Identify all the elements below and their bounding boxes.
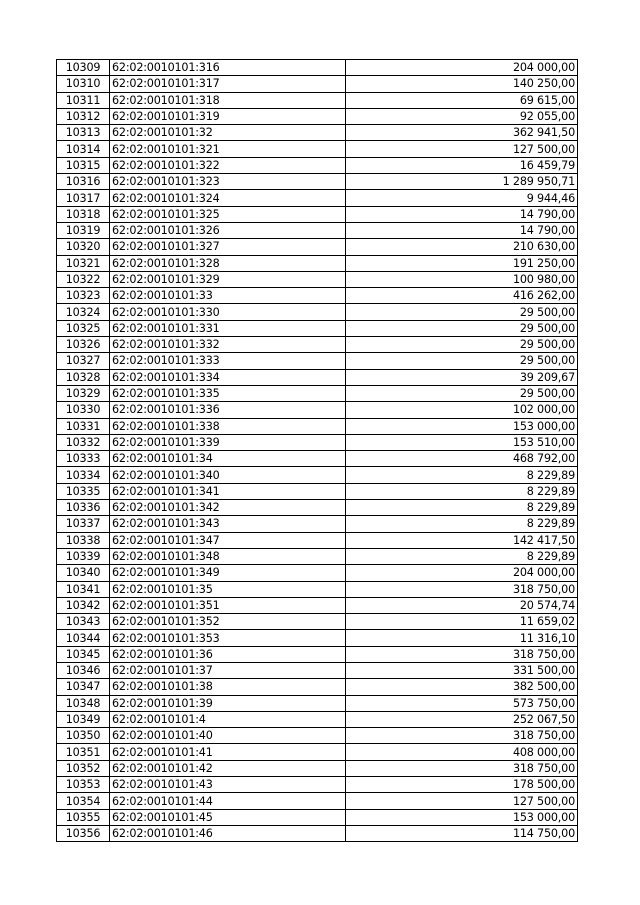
row-number-cell: 10348	[57, 695, 110, 711]
table-row	[57, 614, 578, 630]
table-row	[57, 190, 578, 206]
table-row	[57, 206, 578, 222]
cadastral-value-cell: 318 750,00	[346, 728, 578, 744]
cadastral-number-cell: 62:02:0010101:44	[110, 793, 346, 809]
row-number-cell: 10328	[57, 369, 110, 385]
row-number-cell: 10321	[57, 255, 110, 271]
row-number-cell: 10332	[57, 434, 110, 450]
cadastral-value-cell: 29 500,00	[346, 337, 578, 353]
cadastral-value-cell: 29 500,00	[346, 385, 578, 401]
row-number-cell: 10323	[57, 288, 110, 304]
cadastral-value-cell: 1 289 950,71	[346, 174, 578, 190]
cadastral-number-cell: 62:02:0010101:342	[110, 500, 346, 516]
row-number-cell: 10339	[57, 548, 110, 564]
table-row	[57, 500, 578, 516]
cadastral-number-cell: 62:02:0010101:336	[110, 402, 346, 418]
table-row	[57, 174, 578, 190]
table-row	[57, 320, 578, 336]
table-row	[57, 92, 578, 108]
row-number-cell: 10312	[57, 108, 110, 124]
cadastral-number-cell: 62:02:0010101:328	[110, 255, 346, 271]
cadastral-value-cell: 8 229,89	[346, 483, 578, 499]
table-row	[57, 255, 578, 271]
cadastral-number-cell: 62:02:0010101:335	[110, 385, 346, 401]
cadastral-value-cell: 9 944,46	[346, 190, 578, 206]
table-row	[57, 353, 578, 369]
table-row	[57, 60, 578, 76]
cadastral-value-cell: 318 750,00	[346, 646, 578, 662]
row-number-cell: 10315	[57, 157, 110, 173]
cadastral-number-cell: 62:02:0010101:352	[110, 614, 346, 630]
table-row	[57, 108, 578, 124]
row-number-cell: 10336	[57, 500, 110, 516]
row-number-cell: 10346	[57, 662, 110, 678]
row-number-cell: 10322	[57, 271, 110, 287]
cadastral-number-cell: 62:02:0010101:46	[110, 825, 346, 841]
cadastral-value-cell: 100 980,00	[346, 271, 578, 287]
row-number-cell: 10351	[57, 744, 110, 760]
cadastral-value-cell: 204 000,00	[346, 565, 578, 581]
row-number-cell: 10354	[57, 793, 110, 809]
cadastral-value-cell: 14 790,00	[346, 206, 578, 222]
cadastral-value-cell: 14 790,00	[346, 222, 578, 238]
cadastral-value-cell: 114 750,00	[346, 825, 578, 841]
row-number-cell: 10343	[57, 614, 110, 630]
row-number-cell: 10325	[57, 320, 110, 336]
table-row	[57, 581, 578, 597]
table-row	[57, 809, 578, 825]
table-row	[57, 630, 578, 646]
row-number-cell: 10326	[57, 337, 110, 353]
cadastral-value-cell: 39 209,67	[346, 369, 578, 385]
cadastral-value-cell: 408 000,00	[346, 744, 578, 760]
cadastral-value-cell: 178 500,00	[346, 777, 578, 793]
table-row	[57, 679, 578, 695]
cadastral-value-cell: 318 750,00	[346, 581, 578, 597]
cadastral-number-cell: 62:02:0010101:324	[110, 190, 346, 206]
cadastral-value-cell: 11 316,10	[346, 630, 578, 646]
row-number-cell: 10340	[57, 565, 110, 581]
table-row	[57, 695, 578, 711]
table-row	[57, 483, 578, 499]
row-number-cell: 10345	[57, 646, 110, 662]
cadastral-value-cell: 142 417,50	[346, 532, 578, 548]
row-number-cell: 10347	[57, 679, 110, 695]
table-row	[57, 516, 578, 532]
row-number-cell: 10342	[57, 597, 110, 613]
cadastral-number-cell: 62:02:0010101:348	[110, 548, 346, 564]
cadastral-number-cell: 62:02:0010101:317	[110, 76, 346, 92]
table-row	[57, 467, 578, 483]
document-page	[56, 59, 577, 842]
cadastral-number-cell: 62:02:0010101:333	[110, 353, 346, 369]
row-number-cell: 10356	[57, 825, 110, 841]
cadastral-value-cell: 127 500,00	[346, 141, 578, 157]
table-row	[57, 239, 578, 255]
cadastral-number-cell: 62:02:0010101:33	[110, 288, 346, 304]
table-row	[57, 288, 578, 304]
table-row	[57, 304, 578, 320]
cadastral-value-cell: 8 229,89	[346, 548, 578, 564]
cadastral-value-cell: 153 510,00	[346, 434, 578, 450]
cadastral-value-cell: 8 229,89	[346, 467, 578, 483]
cadastral-number-cell: 62:02:0010101:38	[110, 679, 346, 695]
cadastral-number-cell: 62:02:0010101:41	[110, 744, 346, 760]
table-row	[57, 744, 578, 760]
row-number-cell: 10318	[57, 206, 110, 222]
table-row	[57, 125, 578, 141]
cadastral-number-cell: 62:02:0010101:351	[110, 597, 346, 613]
cadastral-value-cell: 11 659,02	[346, 614, 578, 630]
cadastral-number-cell: 62:02:0010101:338	[110, 418, 346, 434]
row-number-cell: 10329	[57, 385, 110, 401]
cadastral-value-cell: 416 262,00	[346, 288, 578, 304]
cadastral-value-cell: 252 067,50	[346, 711, 578, 727]
row-number-cell: 10335	[57, 483, 110, 499]
cadastral-number-cell: 62:02:0010101:347	[110, 532, 346, 548]
cadastral-number-cell: 62:02:0010101:331	[110, 320, 346, 336]
cadastral-value-cell: 331 500,00	[346, 662, 578, 678]
cadastral-number-cell: 62:02:0010101:323	[110, 174, 346, 190]
cadastral-value-table	[56, 59, 578, 842]
table-row	[57, 434, 578, 450]
table-row	[57, 385, 578, 401]
row-number-cell: 10311	[57, 92, 110, 108]
table-row	[57, 369, 578, 385]
table-row	[57, 451, 578, 467]
cadastral-number-cell: 62:02:0010101:43	[110, 777, 346, 793]
row-number-cell: 10355	[57, 809, 110, 825]
cadastral-number-cell: 62:02:0010101:39	[110, 695, 346, 711]
table-row	[57, 565, 578, 581]
cadastral-number-cell: 62:02:0010101:325	[110, 206, 346, 222]
cadastral-number-cell: 62:02:0010101:334	[110, 369, 346, 385]
row-number-cell: 10327	[57, 353, 110, 369]
cadastral-value-cell: 8 229,89	[346, 516, 578, 532]
row-number-cell: 10333	[57, 451, 110, 467]
row-number-cell: 10344	[57, 630, 110, 646]
cadastral-number-cell: 62:02:0010101:32	[110, 125, 346, 141]
table-row	[57, 646, 578, 662]
row-number-cell: 10320	[57, 239, 110, 255]
row-number-cell: 10334	[57, 467, 110, 483]
cadastral-value-cell: 69 615,00	[346, 92, 578, 108]
cadastral-number-cell: 62:02:0010101:36	[110, 646, 346, 662]
cadastral-number-cell: 62:02:0010101:319	[110, 108, 346, 124]
table-row	[57, 825, 578, 841]
table-row	[57, 418, 578, 434]
cadastral-number-cell: 62:02:0010101:339	[110, 434, 346, 450]
table-row	[57, 711, 578, 727]
row-number-cell: 10309	[57, 60, 110, 76]
cadastral-value-cell: 29 500,00	[346, 304, 578, 320]
cadastral-value-cell: 573 750,00	[346, 695, 578, 711]
row-number-cell: 10352	[57, 760, 110, 776]
cadastral-value-cell: 362 941,50	[346, 125, 578, 141]
table-row	[57, 662, 578, 678]
table-row	[57, 76, 578, 92]
table-row	[57, 548, 578, 564]
cadastral-value-cell: 204 000,00	[346, 60, 578, 76]
cadastral-number-cell: 62:02:0010101:353	[110, 630, 346, 646]
cadastral-value-cell: 8 229,89	[346, 500, 578, 516]
cadastral-number-cell: 62:02:0010101:35	[110, 581, 346, 597]
cadastral-number-cell: 62:02:0010101:349	[110, 565, 346, 581]
cadastral-number-cell: 62:02:0010101:340	[110, 467, 346, 483]
cadastral-value-cell: 318 750,00	[346, 760, 578, 776]
row-number-cell: 10316	[57, 174, 110, 190]
cadastral-value-cell: 92 055,00	[346, 108, 578, 124]
table-row	[57, 597, 578, 613]
row-number-cell: 10349	[57, 711, 110, 727]
cadastral-number-cell: 62:02:0010101:330	[110, 304, 346, 320]
cadastral-value-cell: 382 500,00	[346, 679, 578, 695]
cadastral-value-cell: 468 792,00	[346, 451, 578, 467]
cadastral-number-cell: 62:02:0010101:326	[110, 222, 346, 238]
cadastral-number-cell: 62:02:0010101:327	[110, 239, 346, 255]
row-number-cell: 10338	[57, 532, 110, 548]
table-row	[57, 760, 578, 776]
cadastral-value-cell: 140 250,00	[346, 76, 578, 92]
row-number-cell: 10341	[57, 581, 110, 597]
table-row	[57, 728, 578, 744]
table-row	[57, 157, 578, 173]
cadastral-value-cell: 102 000,00	[346, 402, 578, 418]
cadastral-number-cell: 62:02:0010101:341	[110, 483, 346, 499]
cadastral-value-cell: 210 630,00	[346, 239, 578, 255]
cadastral-number-cell: 62:02:0010101:37	[110, 662, 346, 678]
cadastral-number-cell: 62:02:0010101:329	[110, 271, 346, 287]
cadastral-value-cell: 29 500,00	[346, 320, 578, 336]
row-number-cell: 10353	[57, 777, 110, 793]
cadastral-number-cell: 62:02:0010101:45	[110, 809, 346, 825]
cadastral-value-cell: 153 000,00	[346, 809, 578, 825]
table-row	[57, 271, 578, 287]
cadastral-number-cell: 62:02:0010101:40	[110, 728, 346, 744]
cadastral-number-cell: 62:02:0010101:42	[110, 760, 346, 776]
cadastral-number-cell: 62:02:0010101:34	[110, 451, 346, 467]
cadastral-value-cell: 16 459,79	[346, 157, 578, 173]
table-row	[57, 402, 578, 418]
cadastral-value-cell: 29 500,00	[346, 353, 578, 369]
table-row	[57, 532, 578, 548]
row-number-cell: 10350	[57, 728, 110, 744]
row-number-cell: 10331	[57, 418, 110, 434]
cadastral-number-cell: 62:02:0010101:316	[110, 60, 346, 76]
table-row	[57, 777, 578, 793]
cadastral-number-cell: 62:02:0010101:321	[110, 141, 346, 157]
cadastral-number-cell: 62:02:0010101:4	[110, 711, 346, 727]
row-number-cell: 10324	[57, 304, 110, 320]
cadastral-value-cell: 20 574,74	[346, 597, 578, 613]
table-row	[57, 141, 578, 157]
row-number-cell: 10310	[57, 76, 110, 92]
row-number-cell: 10330	[57, 402, 110, 418]
cadastral-number-cell: 62:02:0010101:343	[110, 516, 346, 532]
cadastral-number-cell: 62:02:0010101:332	[110, 337, 346, 353]
cadastral-number-cell: 62:02:0010101:322	[110, 157, 346, 173]
table-row	[57, 337, 578, 353]
row-number-cell: 10319	[57, 222, 110, 238]
cadastral-value-cell: 191 250,00	[346, 255, 578, 271]
row-number-cell: 10337	[57, 516, 110, 532]
row-number-cell: 10314	[57, 141, 110, 157]
table-body	[57, 60, 578, 842]
cadastral-value-cell: 127 500,00	[346, 793, 578, 809]
table-row	[57, 222, 578, 238]
cadastral-value-cell: 153 000,00	[346, 418, 578, 434]
cadastral-number-cell: 62:02:0010101:318	[110, 92, 346, 108]
row-number-cell: 10313	[57, 125, 110, 141]
row-number-cell: 10317	[57, 190, 110, 206]
table-row	[57, 793, 578, 809]
